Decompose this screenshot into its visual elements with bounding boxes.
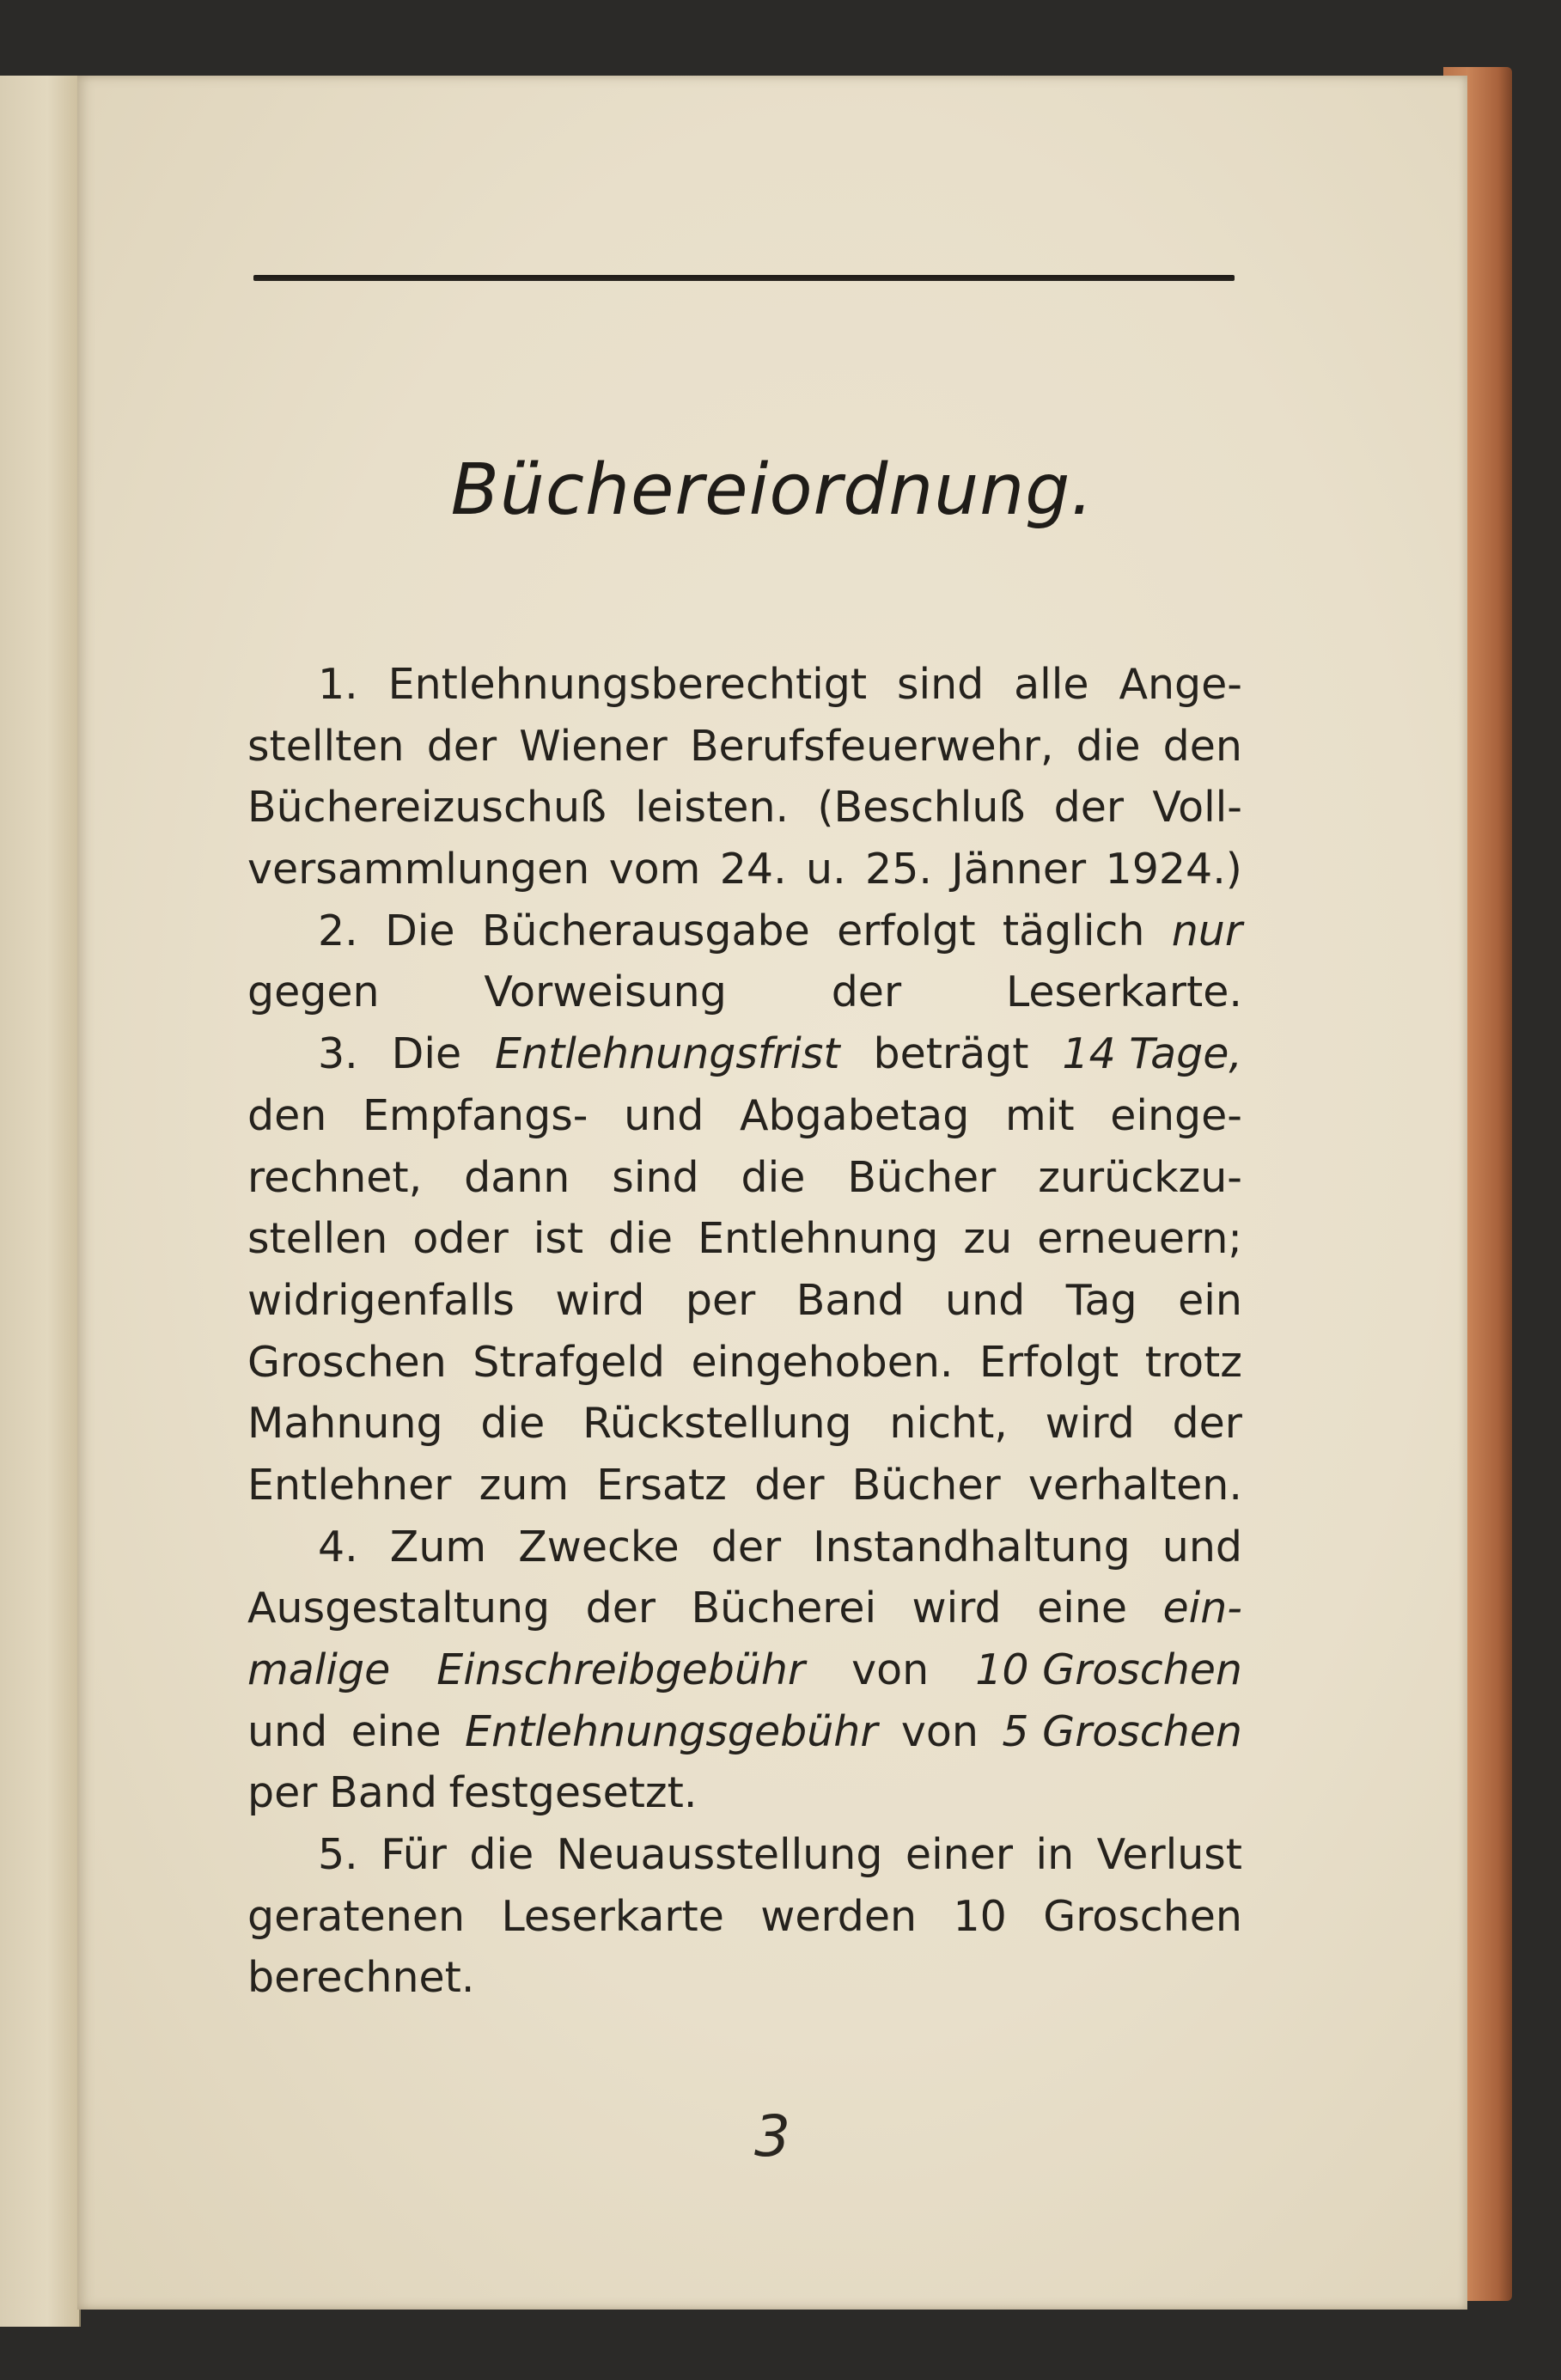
word: den xyxy=(247,1090,327,1140)
word: der xyxy=(585,1584,656,1633)
text-line xyxy=(247,900,1242,962)
word: Empfangs- xyxy=(362,1090,588,1140)
text-line xyxy=(247,839,1242,900)
word: versammlungen xyxy=(247,845,590,894)
word: einer xyxy=(905,1830,1014,1880)
word: zum xyxy=(479,1460,570,1510)
text-line xyxy=(247,716,1242,778)
word: verhalten. xyxy=(1027,1460,1242,1510)
word: Band xyxy=(796,1275,905,1325)
word: ein- xyxy=(1162,1584,1242,1633)
word: Ersatz xyxy=(596,1460,727,1510)
word: Strafgeld xyxy=(473,1337,665,1387)
rule-paragraph-3 xyxy=(247,1023,1242,1516)
word: per xyxy=(247,1768,318,1818)
word: Instandhaltung xyxy=(813,1522,1131,1571)
word: alle xyxy=(1014,660,1089,709)
word: Entlehner xyxy=(247,1460,452,1510)
word: von xyxy=(851,1645,930,1694)
word: Jänner xyxy=(951,845,1087,894)
word: Die xyxy=(391,1029,462,1079)
word: u. xyxy=(806,845,846,894)
word: 24. xyxy=(719,845,787,894)
word: 25. xyxy=(865,845,932,894)
word: Groschen xyxy=(247,1337,447,1387)
word: per xyxy=(685,1275,756,1325)
word: 1. xyxy=(318,660,358,709)
text-line xyxy=(247,1208,1242,1270)
word: wird xyxy=(912,1584,1002,1633)
text-line xyxy=(247,1578,1242,1639)
text-line xyxy=(247,1886,1242,1948)
word: ist xyxy=(533,1214,584,1264)
page-title: Büchereiordnung. xyxy=(450,449,1095,531)
word: von xyxy=(900,1706,979,1756)
word: 14 Tage, xyxy=(1062,1029,1242,1079)
text-line xyxy=(247,1332,1242,1394)
text-line xyxy=(247,1455,1242,1516)
word: 10 Groschen xyxy=(975,1645,1242,1694)
rule-paragraph-5 xyxy=(247,1824,1242,2009)
word: Voll- xyxy=(1152,783,1242,833)
word: nur xyxy=(1171,906,1242,955)
word: die xyxy=(1076,721,1141,771)
text-line xyxy=(247,777,1242,839)
word: Entlehnungsberechtigt xyxy=(387,660,868,709)
rules-text xyxy=(247,654,1242,2009)
word: leisten. xyxy=(635,783,790,833)
word: 1924.) xyxy=(1105,845,1242,894)
word: Leserkarte. xyxy=(1005,967,1242,1017)
word: oder xyxy=(412,1214,509,1264)
word: 5 Groschen xyxy=(1002,1706,1242,1756)
previous-page-edge xyxy=(0,76,81,2327)
word: Band xyxy=(329,1768,437,1818)
word: in xyxy=(1035,1830,1075,1880)
word: Ausgestaltung xyxy=(247,1584,551,1633)
word: einge- xyxy=(1110,1090,1242,1140)
word: Leserkarte xyxy=(501,1891,724,1941)
word: Entlehnungsfrist xyxy=(495,1029,840,1079)
word: eingehoben. xyxy=(691,1337,954,1387)
word: werden xyxy=(760,1891,918,1941)
word: Bücherei xyxy=(691,1584,877,1633)
word: Abgabetag xyxy=(739,1090,970,1140)
text-line xyxy=(247,1023,1242,1085)
word: der xyxy=(754,1460,825,1510)
text-line xyxy=(247,1147,1242,1209)
rule-paragraph-1 xyxy=(247,654,1242,900)
word: die xyxy=(480,1399,546,1449)
text-line xyxy=(247,1270,1242,1332)
word: Vorweisung xyxy=(484,967,727,1017)
rule-paragraph-2 xyxy=(247,900,1242,1023)
word: den xyxy=(1162,721,1242,771)
word: Groschen xyxy=(1043,1891,1242,1941)
word: rechnet, xyxy=(247,1152,423,1202)
word: die xyxy=(741,1152,806,1202)
word: der xyxy=(1053,783,1125,833)
header-rule xyxy=(253,275,1235,281)
text-line xyxy=(247,1701,1242,1763)
word: 4. xyxy=(318,1522,358,1571)
word: Bücherausgabe xyxy=(481,906,810,955)
word: wird xyxy=(1045,1399,1135,1449)
word: der xyxy=(426,721,497,771)
word: Büchereizuschuß xyxy=(247,783,607,833)
word: zu xyxy=(963,1214,1013,1264)
word: und xyxy=(945,1275,1026,1325)
word: eine xyxy=(351,1706,442,1756)
word: die xyxy=(608,1214,674,1264)
word: nicht, xyxy=(889,1399,1008,1449)
word: 3. xyxy=(318,1029,358,1079)
word: 2. xyxy=(318,906,358,955)
word: berechnet. xyxy=(247,1953,475,2003)
word: und xyxy=(624,1090,704,1140)
word: wird xyxy=(555,1275,645,1325)
word: erfolgt xyxy=(837,906,976,955)
word: Neuausstellung xyxy=(556,1830,883,1880)
word: und xyxy=(247,1706,328,1756)
word: sind xyxy=(896,660,985,709)
word: zurückzu- xyxy=(1038,1152,1242,1202)
word: stellen xyxy=(247,1214,388,1264)
word: dann xyxy=(464,1152,570,1202)
word: geratenen xyxy=(247,1891,466,1941)
word: Rückstellung xyxy=(582,1399,852,1449)
text-line xyxy=(247,1824,1242,1886)
word: Ange- xyxy=(1119,660,1242,709)
word: malige xyxy=(247,1645,391,1694)
word: Bücher xyxy=(847,1152,997,1202)
word: eine xyxy=(1037,1584,1128,1633)
text-line xyxy=(247,1516,1242,1578)
word: Zwecke xyxy=(518,1522,680,1571)
word: Berufsfeuerwehr, xyxy=(689,721,1054,771)
word: festgesetzt. xyxy=(448,1768,698,1818)
text-line xyxy=(247,1762,1242,1824)
text-line xyxy=(247,1639,1242,1701)
word: Verlust xyxy=(1096,1830,1242,1880)
word: der xyxy=(831,967,902,1017)
word: die xyxy=(469,1830,534,1880)
word: Die xyxy=(385,906,455,955)
word: der xyxy=(710,1522,782,1571)
word: Einschreibgebühr xyxy=(436,1645,806,1694)
rule-paragraph-4 xyxy=(247,1516,1242,1824)
word: widrigenfalls xyxy=(247,1275,515,1325)
word: Entlehnungsgebühr xyxy=(465,1706,878,1756)
text-line xyxy=(247,1393,1242,1455)
text-line xyxy=(247,654,1242,716)
text-line xyxy=(247,961,1242,1023)
word: Tag xyxy=(1065,1275,1137,1325)
word: der xyxy=(1172,1399,1242,1449)
word: vom xyxy=(608,845,701,894)
word: ein xyxy=(1178,1275,1242,1325)
word: Mahnung xyxy=(247,1399,443,1449)
word: Erfolgt xyxy=(979,1337,1119,1387)
word: (Beschluß xyxy=(817,783,1026,833)
word: Wiener xyxy=(519,721,668,771)
word: trotz xyxy=(1144,1337,1242,1387)
text-line xyxy=(247,1085,1242,1147)
word: Zum xyxy=(389,1522,487,1571)
word: stellten xyxy=(247,721,405,771)
word: mit xyxy=(1004,1090,1075,1140)
book-page xyxy=(77,76,1467,2310)
word: und xyxy=(1162,1522,1242,1571)
word: gegen xyxy=(247,967,380,1017)
word: Entlehnung xyxy=(698,1214,939,1264)
page-number: 3 xyxy=(754,2103,790,2169)
word: beträgt xyxy=(873,1029,1029,1079)
word: Bücher xyxy=(851,1460,1001,1510)
word: Für xyxy=(381,1830,447,1880)
word: täglich xyxy=(1002,906,1145,955)
word: 10 xyxy=(953,1891,1007,1941)
word: erneuern; xyxy=(1037,1214,1242,1264)
word: 5. xyxy=(318,1830,358,1880)
word: sind xyxy=(612,1152,699,1202)
text-line xyxy=(247,1947,1242,2009)
